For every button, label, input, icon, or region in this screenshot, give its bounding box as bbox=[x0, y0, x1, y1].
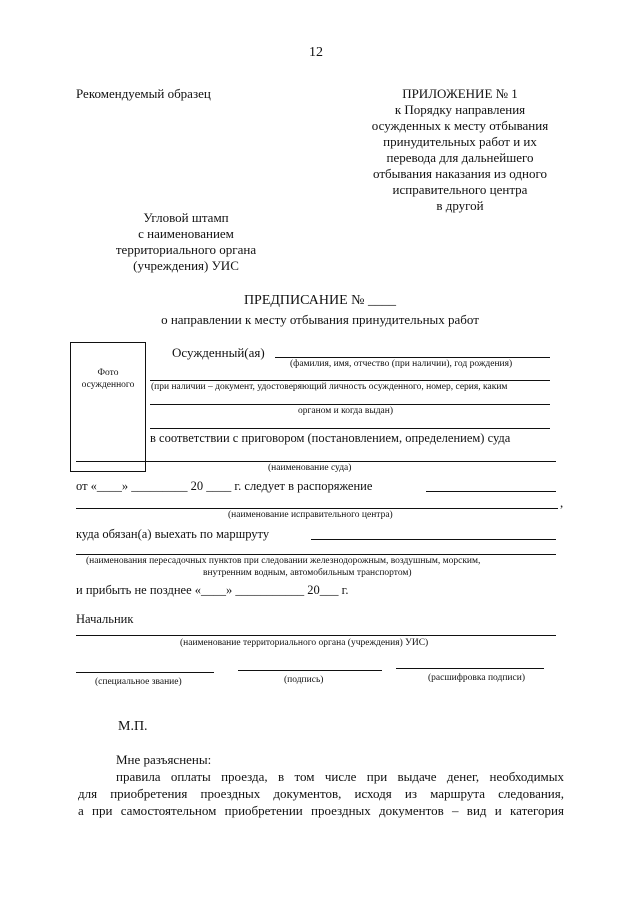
appendix-line: в другой bbox=[436, 198, 484, 213]
rank-hint: (специальное звание) bbox=[95, 677, 182, 687]
decode-input-line[interactable] bbox=[396, 668, 544, 669]
line-comma: , bbox=[560, 495, 564, 510]
appendix-line: перевода для дальнейшего bbox=[386, 150, 534, 165]
signature-input-line[interactable] bbox=[238, 670, 382, 671]
appendix-title: ПРИЛОЖЕНИЕ № 1 bbox=[402, 86, 518, 101]
rules-line-3: а при самостоятельном приобретении проездных документов – вид и категория bbox=[78, 803, 564, 818]
photo-label-line1: Фото bbox=[97, 368, 119, 378]
seal-label: М.П. bbox=[118, 719, 148, 734]
authority-input-line[interactable] bbox=[76, 635, 556, 636]
court-input-line[interactable] bbox=[76, 461, 556, 462]
appendix-line: отбывания наказания из одного bbox=[373, 166, 547, 181]
appendix-line: к Порядку направления bbox=[394, 102, 526, 117]
corner-stamp-block bbox=[96, 210, 276, 274]
extra-input-line[interactable] bbox=[150, 428, 550, 429]
route-input-line[interactable] bbox=[311, 539, 556, 540]
appendix-line: принудительных работ и их bbox=[383, 134, 537, 149]
appendix-block bbox=[340, 86, 580, 214]
rules-line-2: для приобретения проездных документов, исходя из маршрута следования, bbox=[78, 786, 564, 801]
appendix-line: осужденных к месту отбывания bbox=[371, 118, 549, 133]
decode-hint: (расшифровка подписи) bbox=[428, 673, 525, 683]
convicted-label: Осужденный(ая) bbox=[172, 345, 265, 360]
convicted-input-line[interactable] bbox=[275, 357, 550, 358]
document-input-line[interactable] bbox=[150, 380, 550, 381]
stamp-line: с наименованием bbox=[138, 226, 234, 241]
document-hint: (при наличии – документ, удостоверяющий личность осужденного, номер, серия, каким bbox=[151, 382, 508, 392]
authority-hint: (наименование территориального органа (учреждения) УИС) bbox=[180, 638, 429, 648]
photo-label-line2: осужденного bbox=[81, 380, 135, 390]
transfer-hint-1: (наименования пересадочных пунктов при следовании железнодорожным, воздушным, морским, bbox=[86, 556, 481, 566]
transfer-hint-2: внутренним водным, автомобильным транспортом) bbox=[203, 568, 412, 578]
disposal-input-line[interactable] bbox=[426, 491, 556, 492]
center-input-line[interactable] bbox=[76, 508, 558, 509]
center-hint: (наименование исправительного центра) bbox=[228, 510, 393, 520]
order-subtitle: о направлении к месту отбывания принудительных работ bbox=[161, 312, 479, 327]
photo-box bbox=[70, 342, 146, 472]
date-text: от «____» _________ 20 ____ г. следует в распоряжение bbox=[76, 479, 373, 493]
transfer-input-line[interactable] bbox=[76, 554, 556, 555]
issued-hint: органом и когда выдан) bbox=[298, 406, 394, 416]
rank-input-line[interactable] bbox=[76, 672, 214, 673]
route-text: куда обязан(а) выехать по маршруту bbox=[76, 527, 270, 541]
stamp-line: Угловой штамп bbox=[143, 210, 229, 225]
signature-hint: (подпись) bbox=[284, 675, 324, 685]
court-hint: (наименование суда) bbox=[268, 463, 352, 473]
rules-line-1: правила оплаты проезда, в том числе при выдаче денег, необходимых bbox=[116, 769, 564, 784]
chief-label: Начальник bbox=[76, 612, 134, 626]
stamp-line: (учреждения) УИС bbox=[133, 258, 239, 273]
photo-label bbox=[71, 367, 145, 391]
convicted-hint: (фамилия, имя, отчество (при наличии), год рождения) bbox=[290, 359, 513, 369]
explained-label: Мне разъяснены: bbox=[116, 752, 212, 767]
page-number: 12 bbox=[309, 45, 323, 60]
verdict-text: в соответствии с приговором (постановлением, определением) суда bbox=[150, 431, 511, 445]
order-title: ПРЕДПИСАНИЕ № ____ bbox=[243, 293, 397, 308]
appendix-line: исправительного центра bbox=[392, 182, 528, 197]
recommended-sample-label: Рекомендуемый образец bbox=[76, 86, 211, 101]
issued-input-line[interactable] bbox=[150, 404, 550, 405]
stamp-line: территориального органа bbox=[115, 242, 257, 257]
arrive-text: и прибыть не позднее «____» ___________ 20___ г. bbox=[76, 583, 349, 597]
